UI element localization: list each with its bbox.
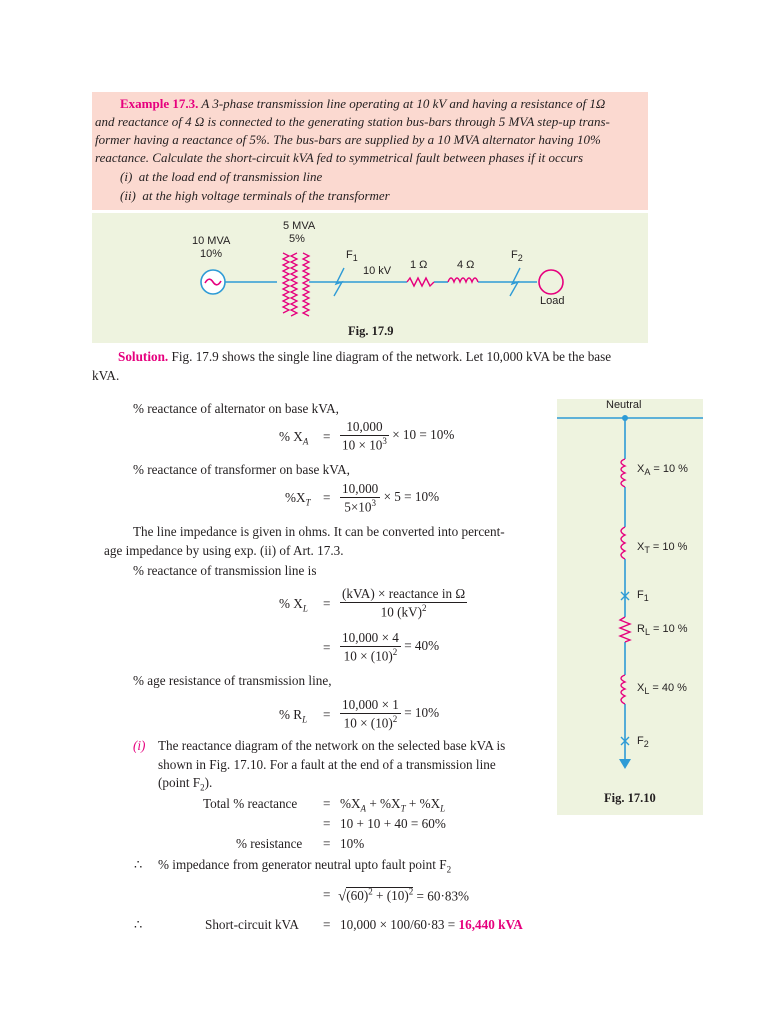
example-line-4: reactance. Calculate the short-circuit kVA fed to symmetrical fault between phases if it occurs (95, 150, 584, 165)
arrow-down-icon (619, 759, 631, 769)
fault-label-f2: $F_2$ (511, 249, 523, 264)
reactance-label: 4 Ω (457, 259, 475, 271)
short-circuit-value: 10,000 × 100/60·83 = 16,440 kVA (340, 917, 523, 932)
impedance-value: $√(60)^2 + (10)^2 = 60\cdot 83\%$ (338, 887, 470, 905)
xl-inductor-icon (621, 675, 625, 704)
figure-17-9 (92, 213, 648, 343)
example-line-2: and reactance of 4 Ω is connected to the generating station bus-bars through 5 MVA step-up trans- (95, 114, 610, 129)
transformer-rating: 5 MVA (283, 220, 316, 232)
rl-lhs: % $R_L$ (279, 707, 308, 725)
voltage-label: 10 kV (363, 265, 392, 277)
load-circle (539, 270, 563, 294)
total-reactance-formula: $\%X_A + \%X_T + \%X_L$ (340, 796, 446, 814)
example-line-1: Example 17.3. A 3-phase transmission line operating at 10 kV and having a resistance of 1Ω (120, 96, 606, 111)
part-i-number: (i) (133, 738, 146, 753)
short-circuit-result: 16,440 kVA (458, 917, 523, 932)
alternator-percent: 10% (200, 248, 223, 260)
xl-value-equation: $\frac{10,000 \times 4}{10 \times (10)^2}$ = 40% (342, 630, 440, 664)
therefore-symbol-1: ∴ (134, 857, 143, 872)
example-box (92, 92, 648, 210)
eq-3: = (323, 596, 331, 611)
neutral-label: Neutral (606, 399, 642, 411)
eq-5: = (323, 707, 331, 722)
eq-7: = (323, 816, 331, 831)
example-item-2: (ii) at the high voltage terminals of the transformer (120, 188, 390, 203)
transmission-text: % reactance of transmission line is (133, 563, 317, 578)
line-impedance-text-1: The line impedance is given in ohms. It can be converted into percent- (133, 524, 505, 539)
line-impedance-text-2: age impedance by using exp. (ii) of Art. 17.3. (104, 543, 344, 558)
resistance-text: % age resistance of transmission line, (133, 673, 332, 688)
eq-4: = (323, 640, 331, 655)
load-label: Load (540, 295, 565, 307)
total-reactance-value: 10 + 10 + 40 = 60% (340, 816, 446, 831)
figure-17-10 (557, 399, 703, 815)
eq-9: = (323, 887, 331, 902)
fault-label-f1: $F_1$ (346, 249, 358, 264)
rl-resistor-icon (620, 617, 630, 642)
transformer-text: % reactance of transformer on base kVA, (133, 462, 350, 477)
eq-1: = (323, 429, 331, 444)
transformer-percent: 5% (289, 233, 305, 245)
xa-lhs: % $X_A$ (279, 429, 309, 447)
therefore-symbol-2: ∴ (134, 917, 143, 932)
resistance-label: 1 Ω (410, 259, 428, 271)
example-line-3: former having a reactance of 5%. The bus-bars are supplied by a 10 MVA alternator having 10% (95, 132, 601, 147)
eq-6: = (323, 796, 331, 811)
xt-lhs: $\%X_T$ (285, 490, 311, 508)
figure-caption-17-10: Fig. 17.10 (604, 791, 656, 805)
transformer-icon (283, 253, 309, 316)
example-label: Example 17.3. (120, 96, 199, 111)
inductor-icon (448, 278, 478, 282)
solution-line-1: Solution. Fig. 17.9 shows the single line diagram of the network. Let 10,000 kVA be the base (118, 349, 612, 364)
example-item-1: (i) at the load end of transmission line (120, 169, 323, 184)
eq-8: = (323, 836, 331, 851)
percent-resistance-value: 10% (340, 836, 365, 851)
xa-inductor-icon (621, 459, 625, 487)
part-i-line-2: shown in Fig. 17.10. For a fault at the end of a transmission line (158, 757, 496, 772)
f1-label: $F_1$ (637, 589, 649, 604)
alternator-text: % reactance of alternator on base kVA, (133, 401, 339, 416)
resistor-icon (407, 278, 434, 286)
xl-equation: $\frac{\text{(kVA) × reactance in Ω}}{10 (kV)^2}$ (342, 586, 466, 620)
xt-label: $X_T = 10$ % (637, 541, 688, 556)
short-circuit-label: Short-circuit kVA (205, 917, 299, 932)
f2-label: $F_2$ (637, 735, 649, 750)
percent-resistance-label: % resistance (236, 836, 303, 851)
xt-equation: $\frac{10,000}{5\times 10^3}$ × 5 = 10% (342, 481, 440, 515)
xl-label: $X_L = 40$ % (637, 682, 687, 697)
reactance-diagram (557, 399, 703, 815)
xl-lhs: % $X_L$ (279, 596, 308, 614)
xt-inductor-icon (621, 527, 625, 559)
part-i-line-3: (point $F_2$). (158, 775, 213, 793)
eq-2: = (323, 490, 331, 505)
alternator-rating: 10 MVA (192, 235, 231, 247)
solution-line-2: kVA. (92, 368, 120, 383)
part-i-line-1: The reactance diagram of the network on the selected base kVA is (158, 738, 506, 753)
impedance-text: % impedance from generator neutral upto fault point $F_2$ (158, 857, 452, 875)
total-reactance-label: Total % reactance (203, 796, 298, 811)
rl-label: $R_L = 10$ % (637, 623, 688, 638)
rl-equation: $\frac{10,000 \times 1}{10 \times (10)^2}$ = 10% (342, 697, 440, 731)
xa-equation: $\frac{10,000}{10 \times 10^3}$ × 10 = 10% (342, 419, 455, 453)
xa-label: $X_A = 10$ % (637, 463, 688, 478)
eq-10: = (323, 917, 331, 932)
figure-caption: Fig. 17.9 (348, 324, 394, 338)
